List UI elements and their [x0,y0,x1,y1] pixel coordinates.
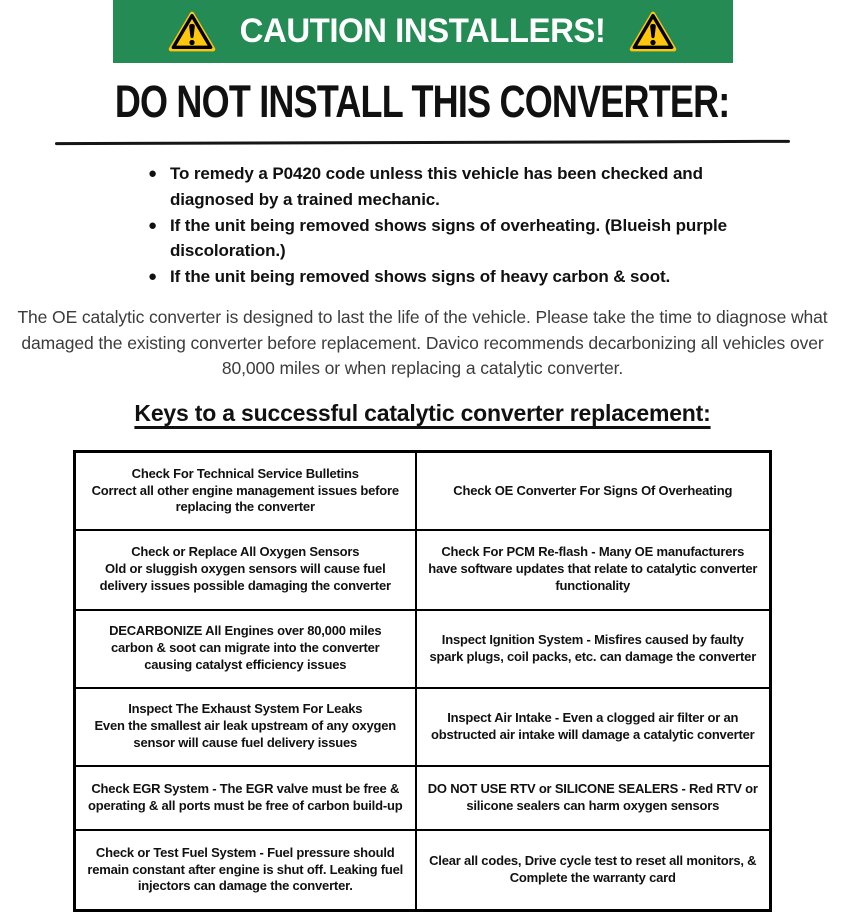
table-cell-right [416,530,771,610]
keys-heading-wrap [0,400,845,427]
warning-item [148,264,773,290]
divider-line [55,140,790,145]
cell-title: DO NOT USE RTV or SILICONE SEALERS - Red RTV or silicone sealers can harm oxygen sensors [427,780,758,813]
table-cell-left [75,766,416,830]
table-row [75,766,771,830]
table-row [75,452,771,530]
cell-description: Correct all other engine management issues before replacing the converter [91,482,399,515]
bullet-dot-icon: ● [148,268,157,286]
cell-title: Clear all codes, Drive cycle test to reset all monitors, & Complete the warranty card [429,853,757,886]
cell-title: Check or Replace All Oxygen Sensors [131,544,360,560]
main-heading-wrap [0,76,845,128]
table-cell-left [75,530,416,610]
cell-title: Inspect The Exhaust System For Leaks [128,701,363,717]
table-cell-left [75,452,416,530]
cell-title: DECARBONIZE All Engines over 80,000 miles carbon & soot can migrate into the converter causing catalyst efficiency issues [109,623,382,673]
table-cell-right [416,688,771,766]
table-row [75,830,771,911]
warning-item-text: If the unit being removed shows signs of heavy carbon & soot. [169,267,671,287]
banner-title: CAUTION INSTALLERS! [239,12,606,50]
bullet-dot-icon: ● [148,216,157,234]
cell-title: Check EGR System - The EGR valve must be free & operating & all ports must be free of carbon build-up [88,780,403,813]
notice-paragraph: The OE catalytic converter is designed to last the life of the vehicle. Please take the time to diagnose what damaged the existing converter before replacement. Davico recommends decarbonizing all vehicles over 80,000 miles or when replacing a catalytic converter. [17,307,828,378]
caution-banner [113,0,733,63]
cell-description: Even the smallest air leak upstream of any oxygen sensor will cause fuel delivery issues [94,718,397,751]
table-row [75,688,771,766]
warning-list [148,161,773,290]
warning-item-text: To remedy a P0420 code unless this vehicle has been checked and diagnosed by a trained mechanic. [169,164,703,209]
table-cell-left [75,688,416,766]
cell-title: Inspect Ignition System - Misfires caused by faulty spark plugs, coil packs, etc. can damage the converter [429,631,757,664]
table-cell-right [416,610,771,688]
table-cell-right [416,766,771,830]
keys-table [73,450,772,912]
table-cell-left [75,830,416,911]
page-title: DO NOT INSTALL THIS CONVERTER: [115,76,730,127]
cell-title: Check For PCM Re-flash - Many OE manufacturers have software updates that relate to catalytic converter functionality [428,544,758,594]
cell-title: Inspect Air Intake - Even a clogged air filter or an obstructed air intake will damage a catalytic converter [430,709,755,742]
table-cell-left [75,610,416,688]
bullet-dot-icon: ● [148,165,157,182]
warning-triangle-icon [168,10,216,53]
cell-title: Check For Technical Service Bulletins [131,465,359,481]
table-cell-right [416,830,771,911]
warning-item [148,161,773,213]
cell-description: Old or sluggish oxygen sensors will cause fuel delivery issues possible damaging the converter [99,561,391,594]
table-cell-right [416,452,771,530]
cell-title: Check or Test Fuel System - Fuel pressure should remain constant after engine is shut off. Leaking fuel injectors can damage the converter. [87,844,404,894]
keys-heading: Keys to a successful catalytic converter replacement: [134,400,711,427]
cell-title: Check OE Converter For Signs Of Overheating [453,482,733,498]
warning-item [148,213,773,265]
warning-item-text: If the unit being removed shows signs of overheating. (Blueish purple discoloration.) [169,215,727,261]
table-row [75,610,771,688]
warning-triangle-icon [629,10,677,53]
table-row [75,530,771,610]
